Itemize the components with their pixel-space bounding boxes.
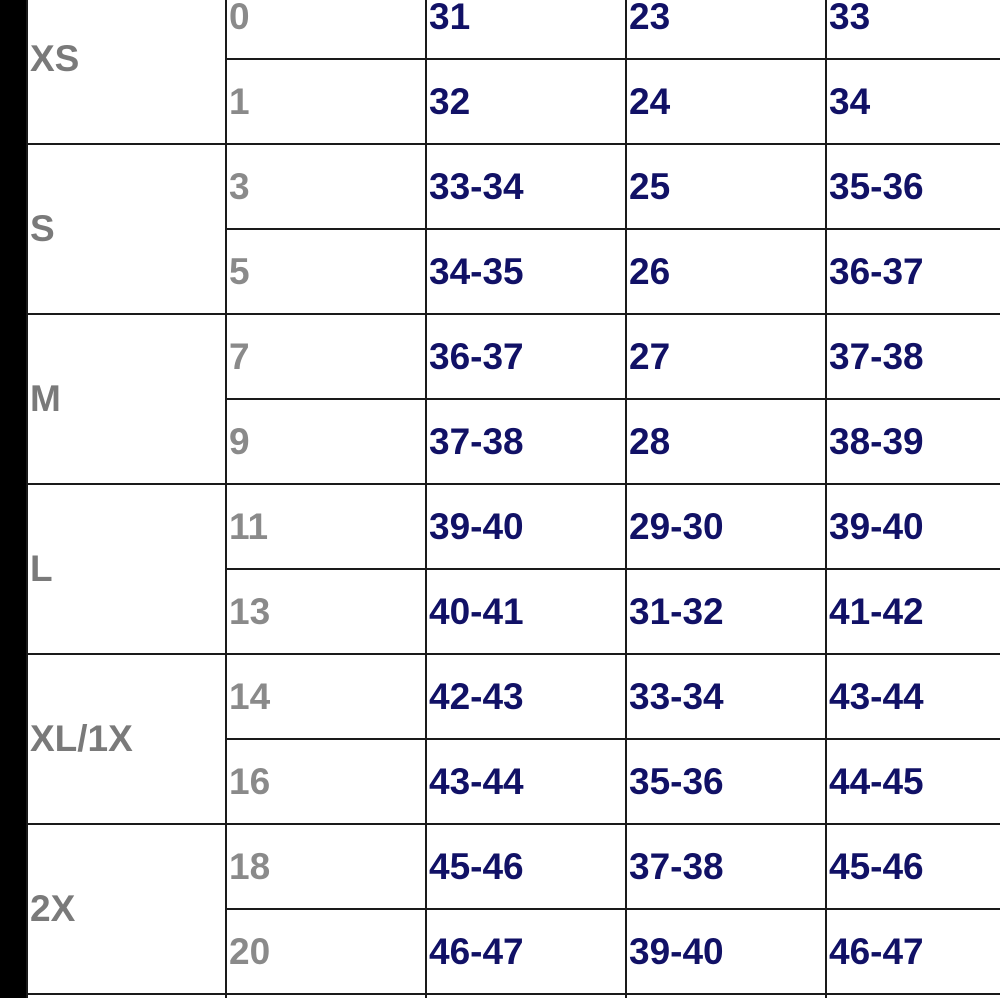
measurement-cell: 28 [626,399,826,484]
measurement-cell: 33-34 [626,654,826,739]
size-label-cell: XL/1X [27,654,226,824]
table-row [27,144,1000,229]
size-label-cell: 2X [27,824,226,994]
table-row [27,654,1000,739]
measurement-cell: 38-39 [826,399,1000,484]
table-row [27,824,1000,909]
measurement-cell: 26 [626,229,826,314]
numeric-size-cell: 18 [226,824,426,909]
numeric-size-cell: 3 [226,144,426,229]
numeric-size-cell [226,994,426,998]
measurement-cell: 42-43 [426,654,626,739]
size-chart-page [26,0,1000,998]
measurement-cell: 23 [626,0,826,59]
measurement-cell: 29-30 [626,484,826,569]
measurement-cell: 45-46 [426,824,626,909]
numeric-size-cell: 0 [226,0,426,59]
measurement-cell [426,994,626,998]
measurement-cell: 39-40 [426,484,626,569]
measurement-cell: 34-35 [426,229,626,314]
measurement-cell: 35-36 [626,739,826,824]
size-label-cell: XS [27,0,226,144]
measurement-cell: 45-46 [826,824,1000,909]
measurement-cell: 36-37 [826,229,1000,314]
numeric-size-cell: 20 [226,909,426,994]
measurement-cell: 37-38 [626,824,826,909]
measurement-cell: 27 [626,314,826,399]
table-row [27,484,1000,569]
measurement-cell: 34 [826,59,1000,144]
measurement-cell: 37-38 [826,314,1000,399]
measurement-cell: 31 [426,0,626,59]
table-row [27,994,1000,998]
size-label-cell: L [27,484,226,654]
measurement-cell: 46-47 [826,909,1000,994]
numeric-size-cell: 7 [226,314,426,399]
measurement-cell [626,994,826,998]
measurement-cell: 43-44 [826,654,1000,739]
measurement-cell: 40-41 [426,569,626,654]
measurement-cell: 25 [626,144,826,229]
size-chart-table [26,0,1000,998]
measurement-cell [826,994,1000,998]
measurement-cell: 24 [626,59,826,144]
measurement-cell: 37-38 [426,399,626,484]
measurement-cell: 44-45 [826,739,1000,824]
numeric-size-cell: 11 [226,484,426,569]
numeric-size-cell: 14 [226,654,426,739]
numeric-size-cell: 9 [226,399,426,484]
numeric-size-cell: 5 [226,229,426,314]
table-row [27,314,1000,399]
numeric-size-cell: 1 [226,59,426,144]
measurement-cell: 32 [426,59,626,144]
measurement-cell: 41-42 [826,569,1000,654]
measurement-cell: 43-44 [426,739,626,824]
measurement-cell: 31-32 [626,569,826,654]
measurement-cell: 46-47 [426,909,626,994]
size-label-cell: S [27,144,226,314]
table-row [27,0,1000,59]
measurement-cell: 33 [826,0,1000,59]
numeric-size-cell: 13 [226,569,426,654]
size-label-cell: M [27,314,226,484]
measurement-cell: 33-34 [426,144,626,229]
numeric-size-cell: 16 [226,739,426,824]
measurement-cell: 36-37 [426,314,626,399]
measurement-cell: 35-36 [826,144,1000,229]
measurement-cell: 39-40 [626,909,826,994]
size-label-cell [27,994,226,998]
measurement-cell: 39-40 [826,484,1000,569]
